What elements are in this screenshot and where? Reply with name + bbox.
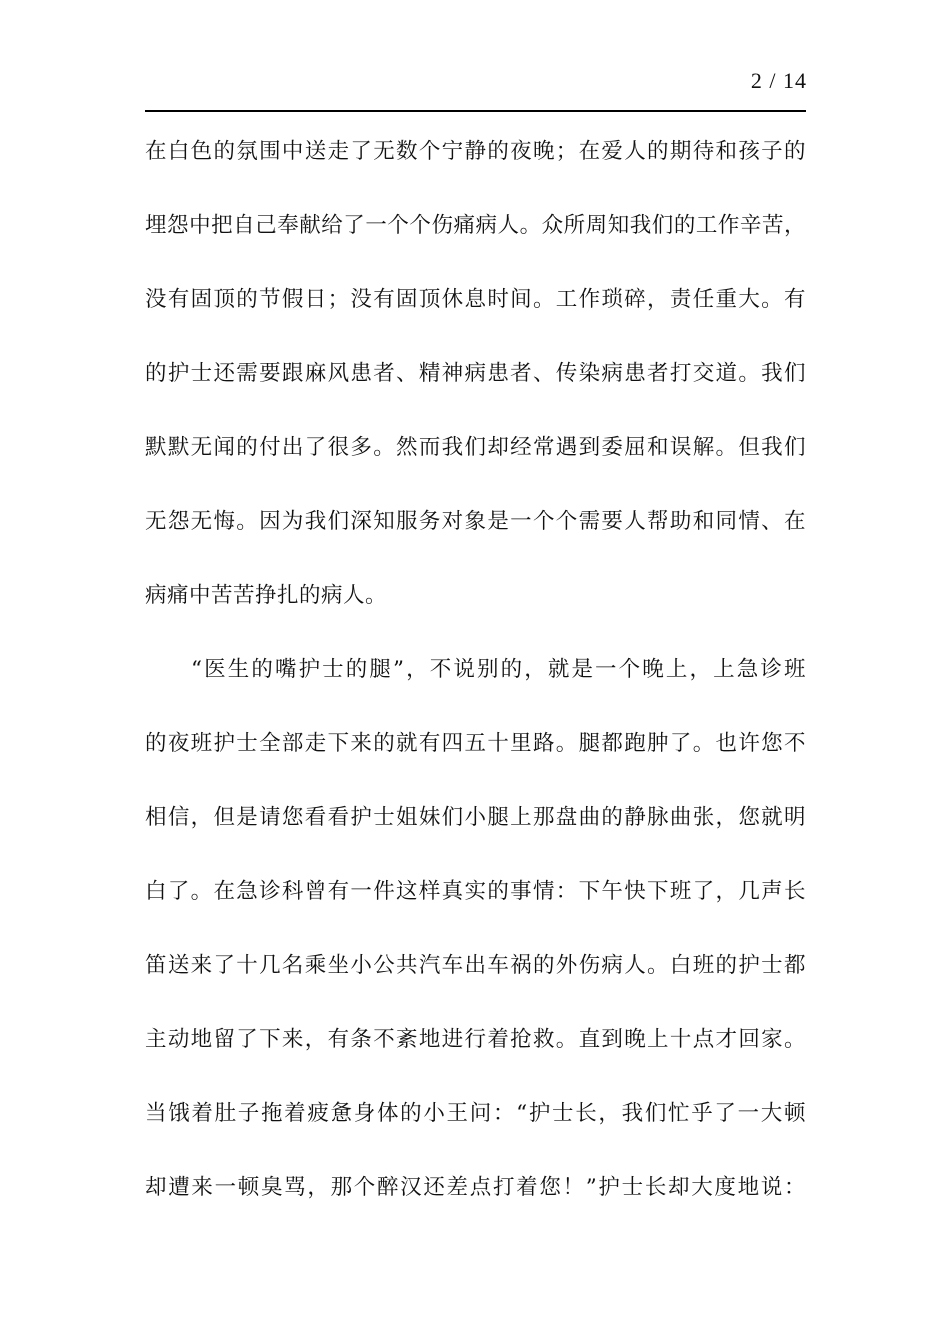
text-line: 埋怨中把自己奉献给了一个个伤痛病人。众所周知我们的工作辛苦， <box>145 213 806 238</box>
text-line: 没有固顶的节假日；没有固顶休息时间。工作琐碎，责任重大。有 <box>145 287 806 312</box>
document-body <box>145 127 806 1237</box>
text-line: 无怨无悔。因为我们深知服务对象是一个个需要人帮助和同情、在 <box>145 509 806 534</box>
header-rule <box>145 110 806 112</box>
text-line: 病痛中苦苦挣扎的病人。 <box>145 583 388 608</box>
text-line: 主动地留了下来，有条不紊地进行着抢救。直到晚上十点才回家。 <box>145 1027 806 1052</box>
text-line: 相信，但是请您看看护士姐妹们小腿上那盘曲的静脉曲张，您就明 <box>145 805 806 830</box>
paragraph-start-line: “医生的嘴护士的腿”，不说别的，就是一个晚上，上急诊班 <box>191 657 806 682</box>
text-line: 却遭来一顿臭骂，那个醉汉还差点打着您！”护士长却大度地说： <box>145 1175 806 1200</box>
text-line: 当饿着肚子拖着疲惫身体的小王问：“护士长，我们忙乎了一大顿 <box>145 1101 806 1126</box>
text-line: 白了。在急诊科曾有一件这样真实的事情：下午快下班了，几声长 <box>145 879 806 904</box>
text-line: 的护士还需要跟麻风患者、精神病患者、传染病患者打交道。我们 <box>145 361 806 386</box>
text-line: 在白色的氛围中送走了无数个宁静的夜晚；在爱人的期待和孩子的 <box>145 139 806 164</box>
text-line: 的夜班护士全部走下来的就有四五十里路。腿都跑肿了。也许您不 <box>145 731 806 756</box>
text-line: 默默无闻的付出了很多。然而我们却经常遇到委屈和误解。但我们 <box>145 435 806 460</box>
page-number: 2 / 14 <box>750 68 807 93</box>
text-line: 笛送来了十几名乘坐小公共汽车出车祸的外伤病人。白班的护士都 <box>145 953 806 978</box>
